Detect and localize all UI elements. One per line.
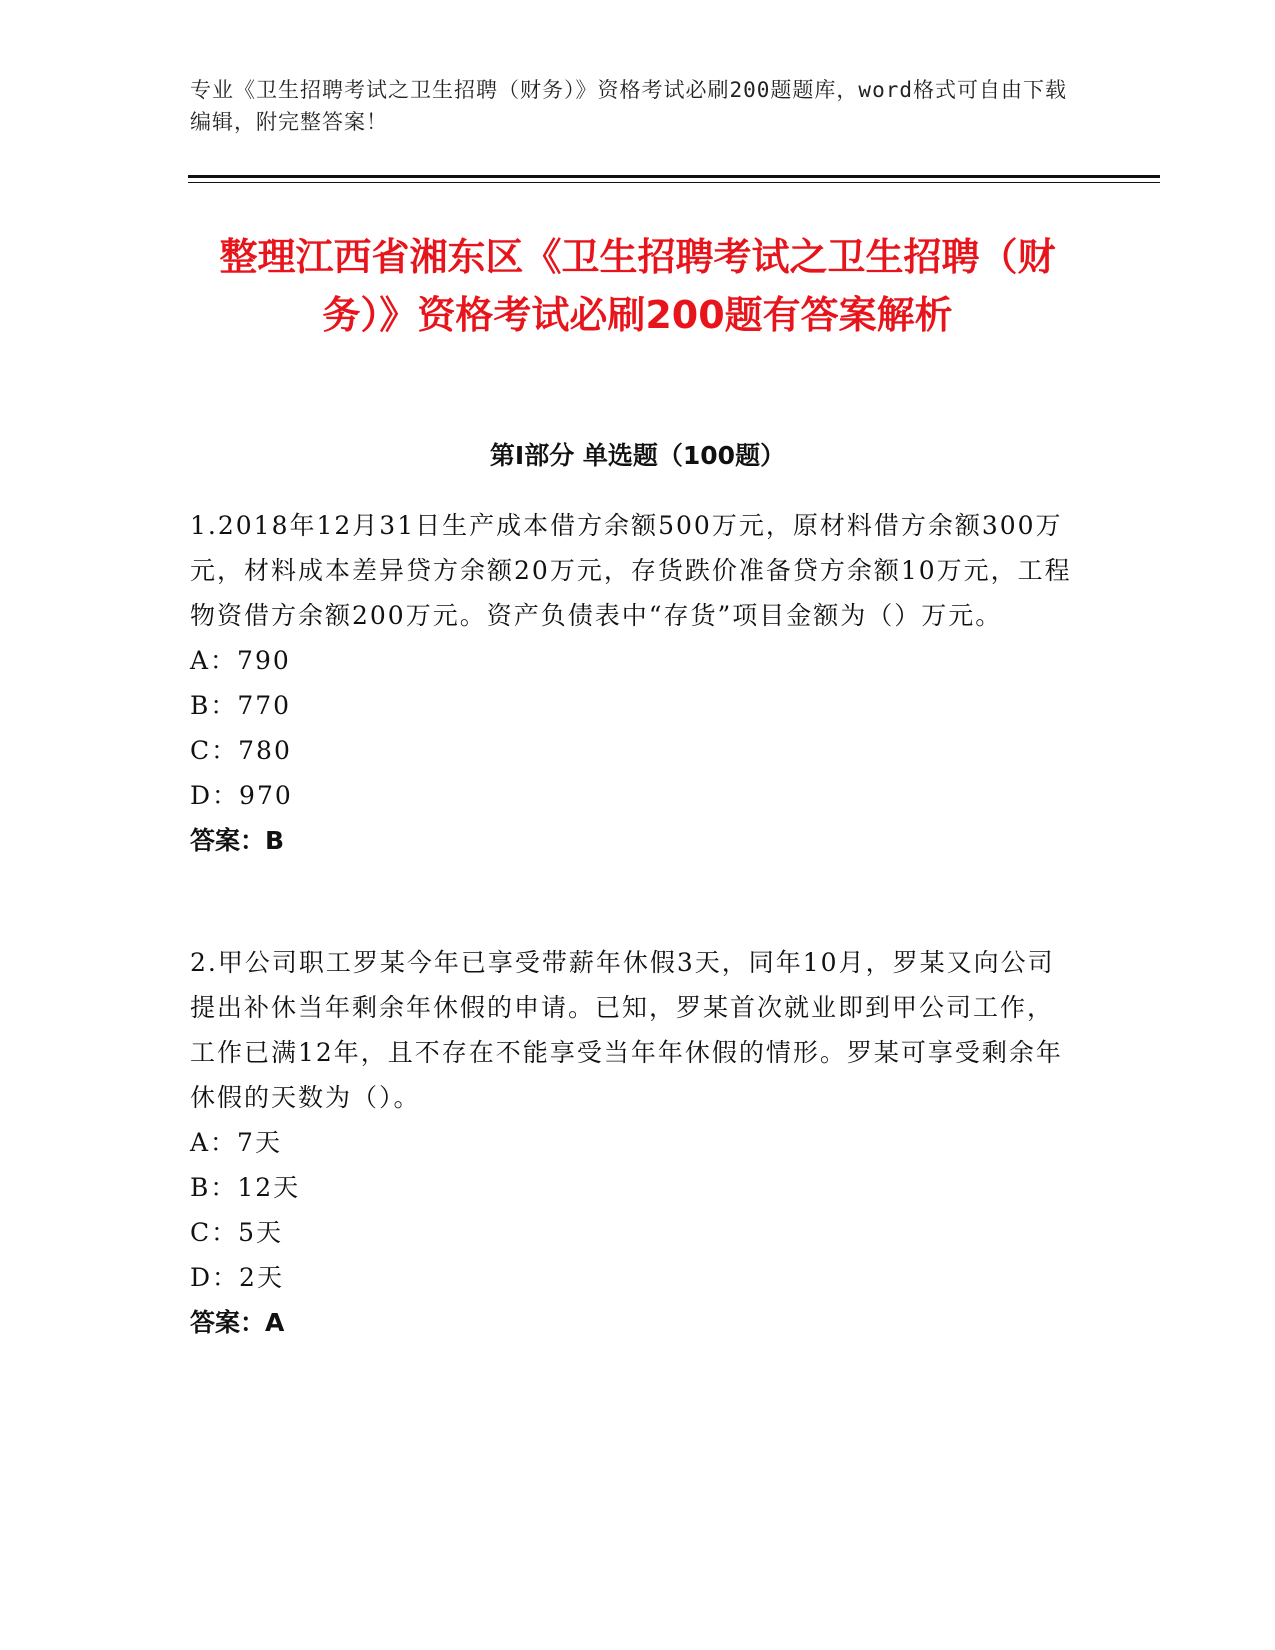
- question-stem: 2.甲公司职工罗某今年已享受带薪年休假3天，同年10月，罗某又向公司提出补休当年剩余年休假的申请。已知，罗某首次就业即到甲公司工作，工作已满12年，且不存在不能享受当年年休假的情形。罗某可享受剩余年休假的天数为（）。: [190, 948, 1063, 1112]
- document-title: 整理江西省湘东区《卫生招聘考试之卫生招聘（财务）》资格考试必刷200题有答案解析: [219, 235, 1056, 337]
- question-2: [190, 940, 1080, 1345]
- header-rule-thin: [188, 182, 1160, 183]
- answer: 答案：A: [190, 1308, 285, 1337]
- header-rule-thick: [188, 175, 1160, 178]
- option-b: B：12天: [190, 1173, 301, 1202]
- option-d: D：2天: [190, 1263, 284, 1292]
- answer: 答案：B: [190, 826, 285, 855]
- option-d: D：970: [190, 781, 293, 810]
- question-stem: 1.2018年12月31日生产成本借方余额500万元，原材料借方余额300万元，材料成本差异贷方余额20万元，存货跌价准备贷方余额10万元，工程物资借方余额200万元。资产负债表中“存货”项目金额为（）万元。: [190, 511, 1072, 630]
- option-b: B：770: [190, 691, 292, 720]
- option-c: C：5天: [190, 1218, 284, 1247]
- option-a: A：7天: [190, 1128, 282, 1157]
- option-c: C：780: [190, 736, 292, 765]
- option-a: A：790: [190, 646, 291, 675]
- section-heading: 第Ⅰ部分 单选题（100题）: [489, 441, 786, 470]
- question-1: [190, 503, 1080, 863]
- header-note: 专业《卫生招聘考试之卫生招聘（财务）》资格考试必刷200题题库，word格式可自由下载编辑，附完整答案！: [190, 78, 1067, 134]
